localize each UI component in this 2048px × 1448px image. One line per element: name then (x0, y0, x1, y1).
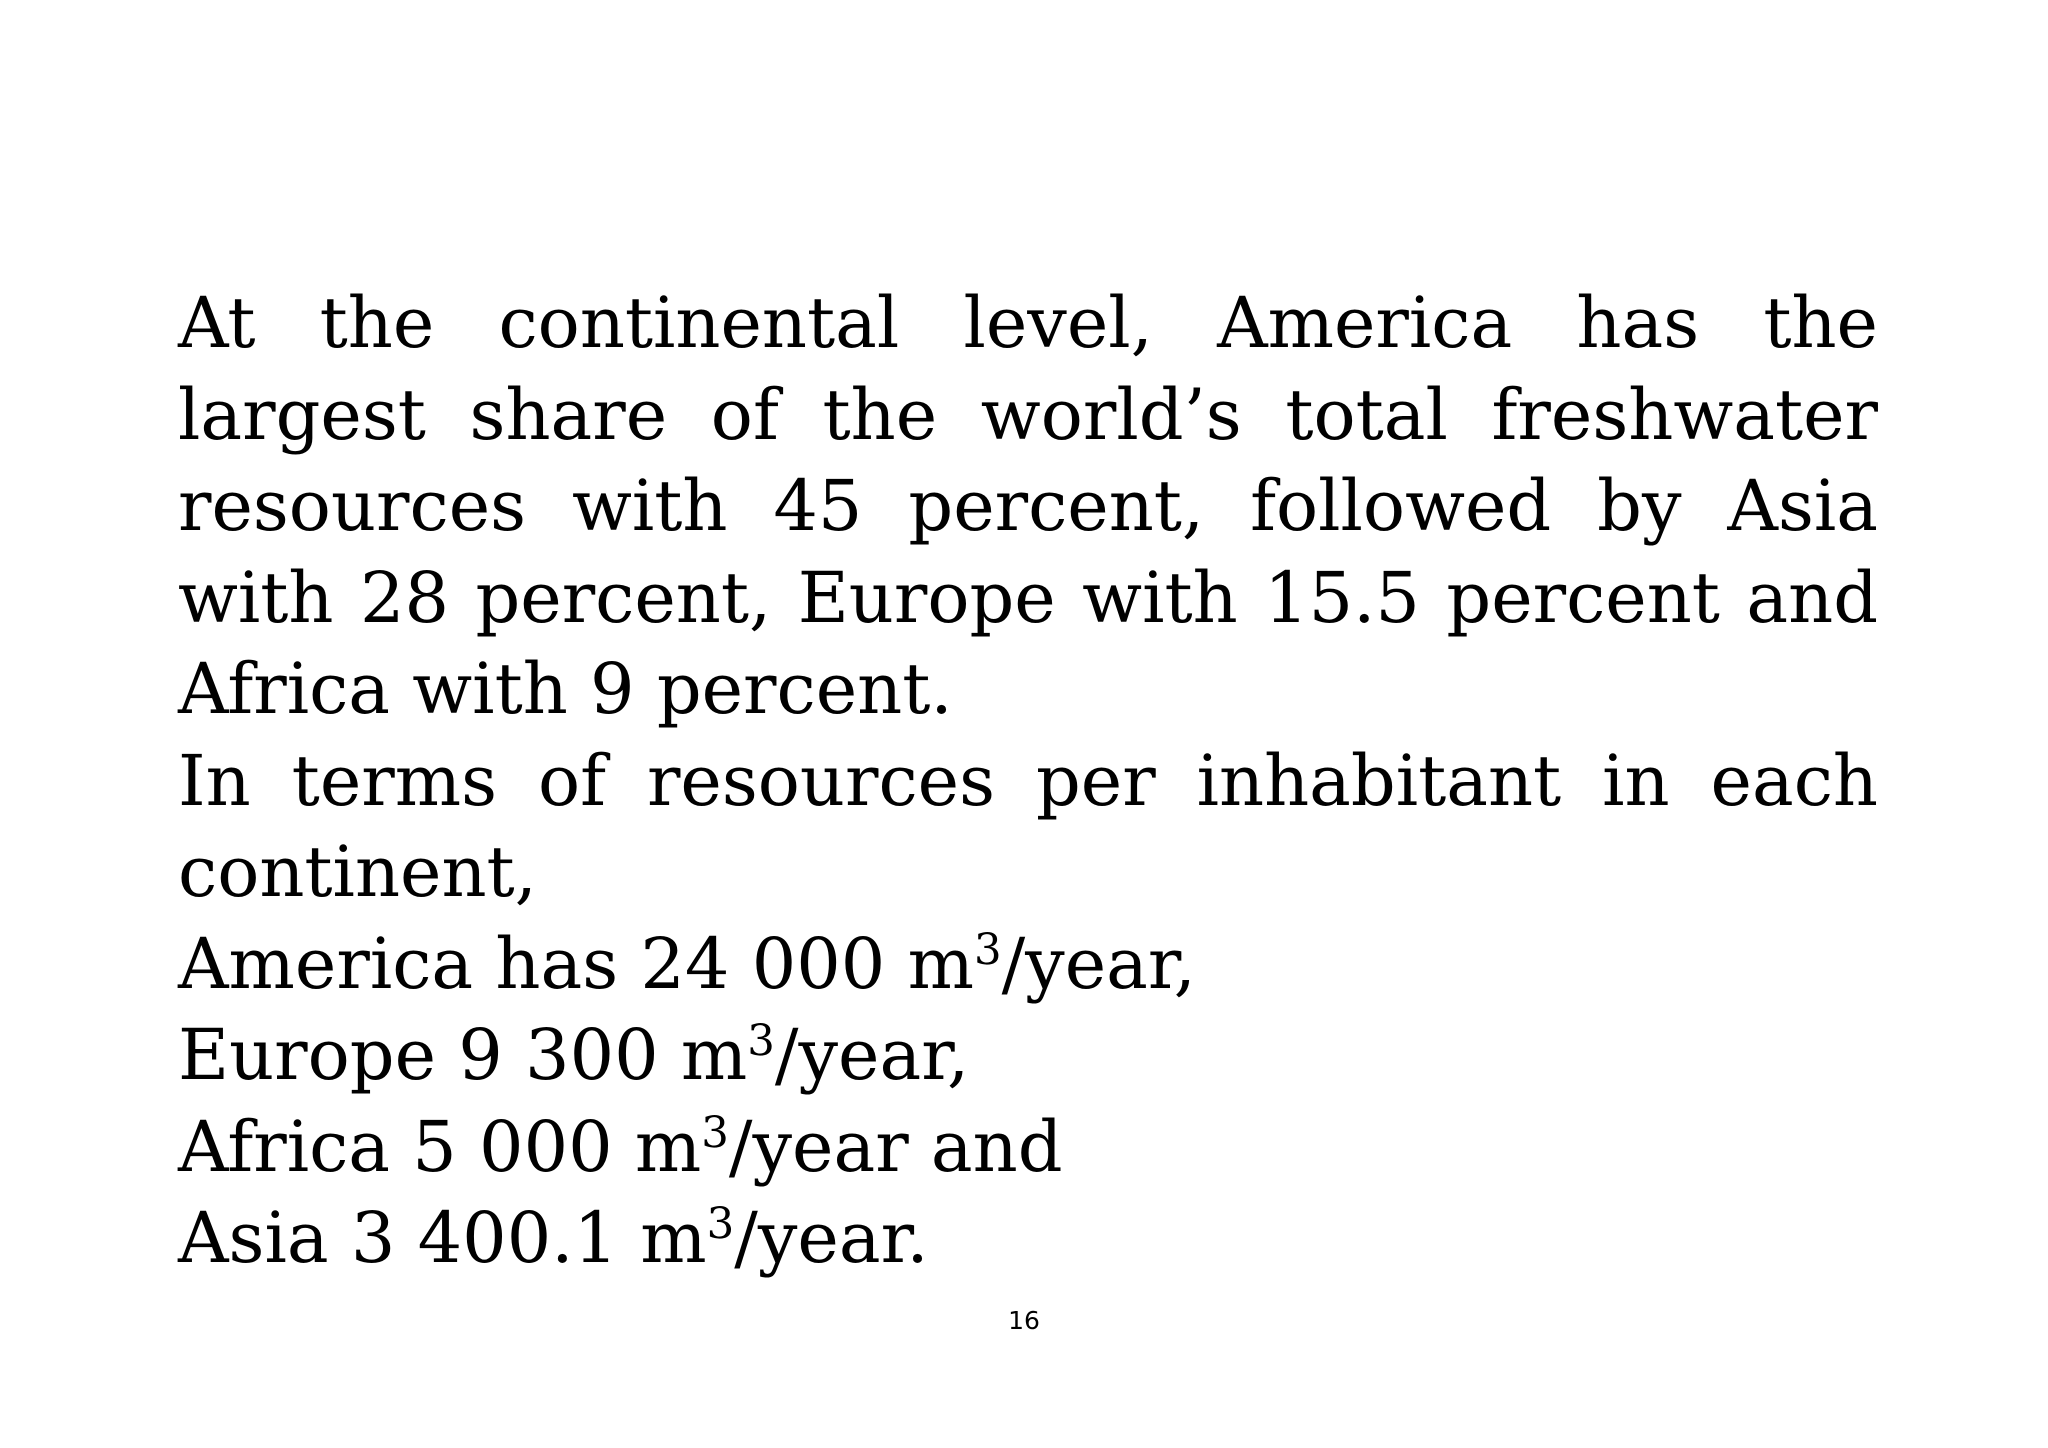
paragraph-continental-share: At the continental level, America has the largest share of the world’s total freshwater resources with 45 percent, followed by Asia with 28 percent, Europe with 15.5 percent and Africa with 9 percent. (178, 282, 1878, 730)
per-inhabitant-america: America has 24 000 $m^3$/year, (178, 922, 1196, 1005)
per-inhabitant-africa: Africa 5 000 $m^3$/year and (178, 1105, 1063, 1188)
superscript-cubed: 3 (701, 1107, 729, 1158)
page-number: 16 (1008, 1306, 1040, 1335)
paragraph-per-inhabitant-intro: In terms of resources per inhabitant in each continent, (178, 739, 1878, 913)
per-inhabitant-asia: Asia 3 400.1 $m^3$/year. (178, 1197, 929, 1279)
per-inhabitant-europe: Europe 9 300 $m^3$/year, (178, 1014, 970, 1096)
page-body (178, 278, 1878, 1285)
superscript-cubed: 3 (747, 1016, 775, 1067)
superscript-cubed: 3 (706, 1199, 735, 1250)
superscript-cubed: 3 (973, 924, 1002, 975)
